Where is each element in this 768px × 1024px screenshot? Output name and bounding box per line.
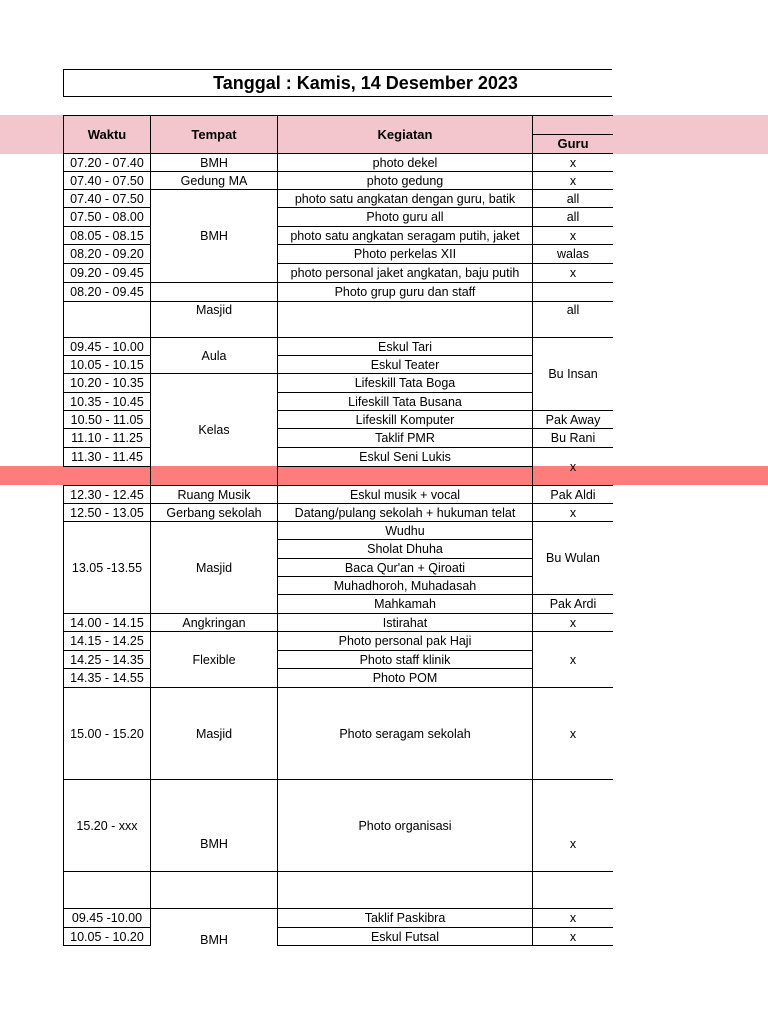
guru-cell: walas bbox=[532, 244, 613, 264]
waktu-cell: 08.05 - 08.15 bbox=[63, 226, 151, 245]
kegiatan-cell: Eskul Futsal bbox=[277, 927, 533, 946]
waktu-cell: 07.20 - 07.40 bbox=[63, 153, 151, 172]
tempat-cell: Masjid bbox=[150, 521, 278, 614]
waktu-cell: 14.35 - 14.55 bbox=[63, 668, 151, 688]
waktu-cell: 10.05 - 10.15 bbox=[63, 355, 151, 374]
kegiatan-cell: Photo perkelas XII bbox=[277, 244, 533, 264]
guru-cell: x bbox=[532, 908, 613, 928]
tempat-cell: Gerbang sekolah bbox=[150, 503, 278, 522]
kegiatan-cell: Eskul Tari bbox=[277, 337, 533, 356]
guru-cell: Pak Aldi bbox=[532, 485, 613, 504]
guru-cell: all bbox=[532, 189, 613, 208]
waktu-cell: 11.30 - 11.45 bbox=[63, 447, 151, 467]
waktu-cell: 14.25 - 14.35 bbox=[63, 650, 151, 669]
waktu-cell: 09.45 -10.00 bbox=[63, 908, 151, 928]
kegiatan-cell: photo satu angkatan seragam putih, jaket bbox=[277, 226, 533, 245]
kegiatan-cell: Taklif PMR bbox=[277, 428, 533, 448]
kegiatan-cell: Photo personal pak Haji bbox=[277, 631, 533, 651]
guru-cell: x bbox=[532, 687, 613, 780]
kegiatan-cell: photo dekel bbox=[277, 153, 533, 172]
guru-cell: x bbox=[532, 263, 613, 283]
waktu-cell: 10.50 - 11.05 bbox=[63, 410, 151, 429]
tempat-cell: Flexible bbox=[150, 631, 278, 688]
guru-cell: all bbox=[532, 282, 613, 338]
kegiatan-cell: Wudhu bbox=[277, 521, 533, 540]
waktu-cell: 14.15 - 14.25 bbox=[63, 631, 151, 651]
guru-cell: x bbox=[532, 226, 613, 245]
waktu-cell: 12.50 - 13.05 bbox=[63, 503, 151, 522]
tempat-cell: BMH bbox=[150, 908, 278, 945]
tempat-cell: BMH bbox=[150, 779, 278, 909]
guru-cell: Bu Wulan bbox=[532, 521, 613, 595]
guru-cell: Pak Away bbox=[532, 410, 613, 429]
kegiatan-cell: Photo staff klinik bbox=[277, 650, 533, 669]
tempat-cell: Masjid bbox=[150, 687, 278, 780]
guru-cell: x bbox=[532, 927, 613, 946]
kegiatan-cell: Lifeskill Tata Boga bbox=[277, 373, 533, 393]
kegiatan-cell: Eskul Teater bbox=[277, 355, 533, 374]
kegiatan-cell: photo satu angkatan dengan guru, batik bbox=[277, 189, 533, 208]
waktu-cell: 07.50 - 08.00 bbox=[63, 207, 151, 227]
guru-cell: x bbox=[532, 171, 613, 190]
kegiatan-cell: Muhadhoroh, Muhadasah bbox=[277, 576, 533, 595]
kegiatan-cell: photo gedung bbox=[277, 171, 533, 190]
header-waktu: Waktu bbox=[63, 115, 151, 154]
kegiatan-cell: Photo guru all bbox=[277, 207, 533, 227]
header-guru-top bbox=[532, 115, 613, 135]
kegiatan-cell: Lifeskill Komputer bbox=[277, 410, 533, 429]
header-guru: Guru bbox=[532, 134, 613, 154]
tempat-cell: Gedung MA bbox=[150, 171, 278, 190]
kegiatan-cell: Photo grup guru dan staff bbox=[277, 282, 533, 302]
kegiatan-cell: Eskul Seni Lukis bbox=[277, 447, 533, 467]
guru-cell: x bbox=[532, 447, 613, 486]
guru-cell: x bbox=[532, 779, 613, 909]
kegiatan-cell: Istirahat bbox=[277, 613, 533, 632]
waktu-cell: 08.20 - 09.45 bbox=[63, 282, 151, 302]
waktu-cell: 11.10 - 11.25 bbox=[63, 428, 151, 448]
kegiatan-cell: Taklif Paskibra bbox=[277, 908, 533, 928]
waktu-cell: 09.20 - 09.45 bbox=[63, 263, 151, 283]
kegiatan-cell: Lifeskill Tata Busana bbox=[277, 392, 533, 411]
waktu-cell: 14.00 - 14.15 bbox=[63, 613, 151, 632]
waktu-cell: 15.00 - 15.20 bbox=[63, 687, 151, 780]
waktu-cell: 07.40 - 07.50 bbox=[63, 171, 151, 190]
waktu-cell: 15.20 - xxx bbox=[63, 779, 151, 872]
kegiatan-cell: Photo organisasi bbox=[277, 779, 533, 872]
waktu-cell: 10.35 - 10.45 bbox=[63, 392, 151, 411]
break-highlight-band bbox=[0, 466, 768, 485]
waktu-cell: 10.20 - 10.35 bbox=[63, 373, 151, 393]
tempat-cell: Ruang Musik bbox=[150, 485, 278, 504]
guru-cell: x bbox=[532, 631, 613, 688]
separator-row bbox=[63, 301, 613, 338]
tempat-cell: Aula bbox=[150, 337, 278, 374]
kegiatan-cell: Datang/pulang sekolah + hukuman telat bbox=[277, 503, 533, 522]
kegiatan-cell: Baca Qur'an + Qiroati bbox=[277, 558, 533, 577]
kegiatan-cell: photo personal jaket angkatan, baju putih bbox=[277, 263, 533, 283]
tempat-cell: Masjid bbox=[150, 282, 278, 338]
kegiatan-cell: Eskul musik + vocal bbox=[277, 485, 533, 504]
page-title: Tanggal : Kamis, 14 Desember 2023 bbox=[213, 72, 518, 93]
waktu-cell: 12.30 - 12.45 bbox=[63, 485, 151, 504]
kegiatan-cell: Sholat Dhuha bbox=[277, 539, 533, 559]
kegiatan-cell: Photo POM bbox=[277, 668, 533, 688]
guru-cell: Bu Insan bbox=[532, 337, 613, 411]
waktu-cell: 09.45 - 10.00 bbox=[63, 337, 151, 356]
separator-row bbox=[63, 871, 613, 909]
tempat-cell: Kelas bbox=[150, 373, 278, 486]
tempat-cell: BMH bbox=[150, 153, 278, 172]
guru-cell: x bbox=[532, 153, 613, 172]
guru-cell: x bbox=[532, 613, 613, 632]
header-tempat: Tempat bbox=[150, 115, 278, 154]
waktu-cell: 07.40 - 07.50 bbox=[63, 189, 151, 208]
header-kegiatan: Kegiatan bbox=[277, 115, 533, 154]
guru-cell: all bbox=[532, 207, 613, 227]
kegiatan-cell: Mahkamah bbox=[277, 594, 533, 614]
tempat-cell: Angkringan bbox=[150, 613, 278, 632]
kegiatan-cell: Photo seragam sekolah bbox=[277, 687, 533, 780]
tempat-cell: BMH bbox=[150, 189, 278, 283]
guru-cell: Bu Rani bbox=[532, 428, 613, 448]
waktu-cell: 08.20 - 09.20 bbox=[63, 244, 151, 264]
guru-cell: Pak Ardi bbox=[532, 594, 613, 614]
guru-cell: x bbox=[532, 503, 613, 522]
waktu-cell: 13.05 -13.55 bbox=[63, 521, 151, 614]
waktu-cell: 10.05 - 10.20 bbox=[63, 927, 151, 946]
